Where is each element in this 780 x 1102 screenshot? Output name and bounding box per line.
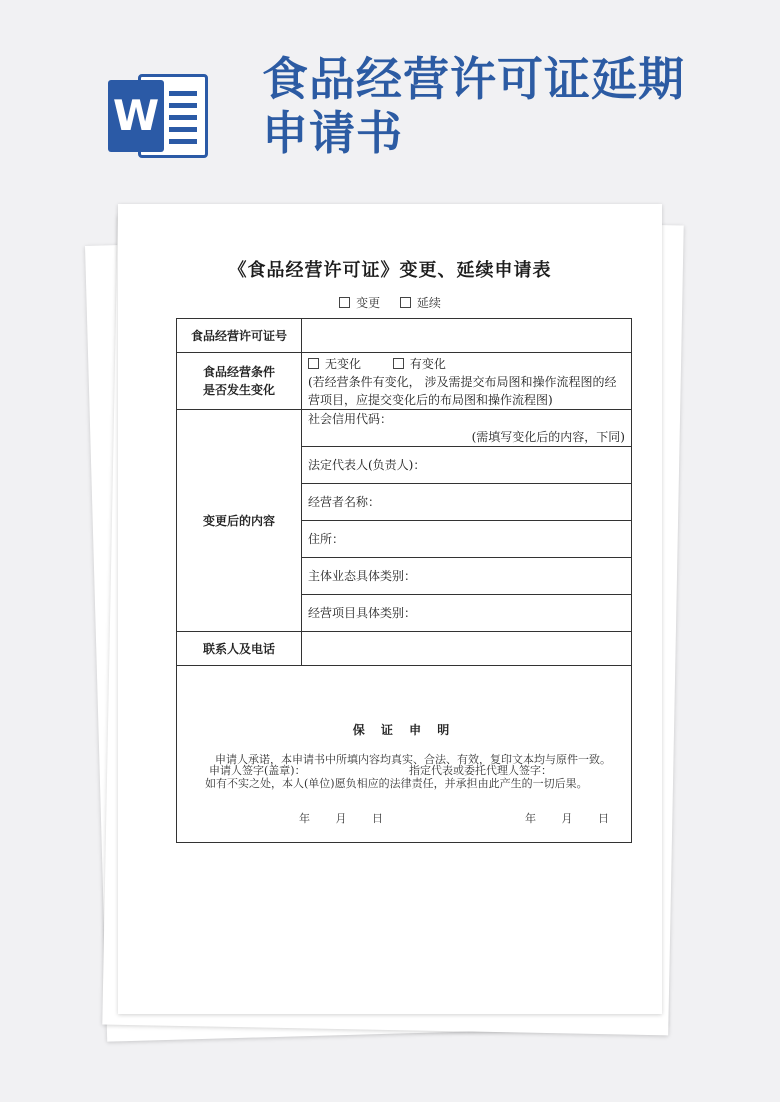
condition-change-label: 食品经营条件 是否发生变化 (177, 353, 302, 410)
license-number-label: 食品经营许可证号 (177, 319, 302, 353)
form-title: 《食品经营许可证》变更、延续申请表 (228, 260, 552, 281)
no-change-option[interactable]: 无变化 (308, 357, 361, 371)
contact-field[interactable] (302, 632, 632, 666)
has-change-option[interactable]: 有变化 (393, 357, 446, 371)
legal-rep-field[interactable] (302, 447, 632, 484)
page-title: 食品经营许可证延期申请书 (262, 52, 685, 160)
checkbox-icon[interactable] (400, 297, 411, 308)
pledge-section (177, 666, 632, 843)
legal-rep-label: 法定代表人(负责人)： (308, 458, 426, 472)
credit-code-label: 社会信用代码： (308, 412, 393, 426)
word-letter-badge: W (108, 80, 164, 152)
document-page (118, 204, 662, 1014)
operator-name-label: 经营者名称： (308, 495, 381, 509)
address-field[interactable] (302, 521, 632, 558)
word-icon (108, 70, 208, 162)
application-form-table (176, 318, 632, 843)
pledge-title: 保 证 申 明 (352, 722, 456, 737)
business-type-field[interactable] (302, 558, 632, 595)
agent-signature-label: 指定代表或委托代理人签字： (409, 764, 552, 777)
license-number-field[interactable] (302, 319, 632, 353)
condition-change-field (302, 353, 632, 410)
business-type-label: 主体业态具体类别： (308, 569, 417, 583)
operator-name-field[interactable] (302, 484, 632, 521)
checkbox-icon[interactable] (393, 358, 404, 369)
change-option[interactable]: 变更 (339, 296, 380, 310)
checkbox-icon[interactable] (339, 297, 350, 308)
after-change-label: 变更后的内容 (177, 410, 302, 632)
business-items-field[interactable] (302, 595, 632, 632)
credit-code-note: (需填写变化后的内容，下同) (471, 430, 625, 444)
agent-date: 年 月 日 (525, 812, 609, 825)
credit-code-field[interactable] (302, 410, 632, 447)
applicant-signature-label: 申请人签字(盖章)： (209, 764, 306, 777)
pledge-body: 申请人承诺，本申请书中所填内容均真实、合法、有效，复印文本均与原件一致。如有不实之处，本人(单位)愿负相应的法律责任，并承担由此产生的一切后果。 (205, 752, 611, 790)
renew-option[interactable]: 延续 (400, 296, 441, 310)
applicant-date: 年 月 日 (299, 812, 383, 825)
condition-note: (若经营条件有变化， 涉及需提交布局图和操作流程图的经营项目，应提交变化后的布局图和操作流程图) (308, 375, 617, 407)
checkbox-icon[interactable] (308, 358, 319, 369)
business-items-label: 经营项目具体类别： (308, 606, 417, 620)
contact-label: 联系人及电话 (177, 632, 302, 666)
application-type-options (118, 294, 662, 311)
address-label: 住所： (308, 532, 345, 546)
